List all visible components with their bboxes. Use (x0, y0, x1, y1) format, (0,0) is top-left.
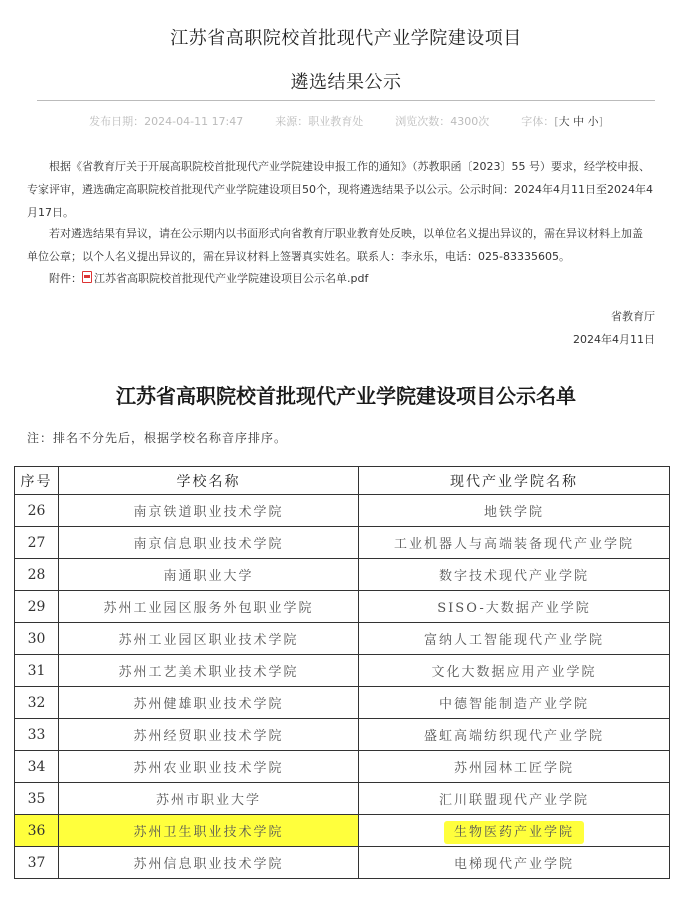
pdf-icon (82, 271, 92, 283)
row-college: 中德智能制造产业学院 (359, 687, 670, 719)
row-school: 苏州工艺美术职业技术学院 (59, 655, 359, 687)
table-header-row (15, 467, 670, 495)
title-divider (37, 100, 655, 101)
document-title: 江苏省高职院校首批现代产业学院建设项目公示名单 (116, 384, 576, 408)
row-college: 富纳人工智能现代产业学院 (359, 623, 670, 655)
row-school: 苏州工业园区服务外包职业学院 (59, 591, 359, 623)
font-size-label: 字体： (521, 115, 555, 128)
row-school: 苏州信息职业技术学院 (59, 847, 359, 879)
row-school: 苏州农业职业技术学院 (59, 751, 359, 783)
column-header-college: 现代产业学院名称 (359, 467, 670, 495)
row-college: 文化大数据应用产业学院 (359, 655, 670, 687)
project-table (14, 466, 670, 879)
row-school: 南通职业大学 (59, 559, 359, 591)
body-paragraph-1: 根据《省教育厅关于开展高职院校首批现代产业学院建设申报工作的通知》（苏教职函〔2023〕55 号）要求，经学校申报、专家评审，遴选确定高职院校首批现代产业学院建设项目50个，现将遴选结果予以公示。公示时间：2024年4月11日至2024年4月17日。 (27, 160, 653, 219)
row-college: 汇川联盟现代产业学院 (359, 783, 670, 815)
row-no: 27 (15, 527, 59, 559)
table-row (15, 783, 670, 815)
signature-org: 省教育厅 (611, 310, 655, 323)
table-row (15, 687, 670, 719)
source: 来源：职业教育处 (275, 115, 364, 128)
font-medium-button[interactable]: 中 (573, 115, 585, 128)
publish-date: 发布日期：2024-04-11 17:47 (89, 115, 244, 128)
table-row (15, 655, 670, 687)
row-no: 34 (15, 751, 59, 783)
attachment-line (49, 267, 675, 290)
page-title: 江苏省高职院校首批现代产业学院建设项目 (170, 28, 522, 49)
article-meta (0, 113, 692, 129)
row-no: 32 (15, 687, 59, 719)
view-count: 浏览次数：4300次 (395, 115, 490, 128)
page-subtitle: 遴选结果公示 (290, 72, 402, 93)
body-paragraph-2: 若对遴选结果有异议，请在公示期内以书面形式向省教育厅职业教育处反映，以单位名义提出异议的，需在异议材料上加盖单位公章；以个人名义提出异议的，需在异议材料上签署真实姓名。联系人：李永乐，电话：025-83335605。 (27, 227, 643, 263)
column-header-no: 序号 (15, 467, 59, 495)
row-no: 28 (15, 559, 59, 591)
attachment-label: 附件： (49, 272, 82, 285)
row-no: 36 (15, 815, 59, 847)
row-no: 33 (15, 719, 59, 751)
row-no: 26 (15, 495, 59, 527)
table-row (15, 559, 670, 591)
table-row (15, 527, 670, 559)
table-row (15, 495, 670, 527)
font-bracket-close: ] (598, 115, 603, 128)
row-school: 南京信息职业技术学院 (59, 527, 359, 559)
attachment-link[interactable]: 江苏省高职院校首批现代产业学院建设项目公示名单.pdf (94, 272, 369, 285)
row-college: 工业机器人与高端装备现代产业学院 (359, 527, 670, 559)
row-school: 苏州市职业大学 (59, 783, 359, 815)
row-no: 35 (15, 783, 59, 815)
row-college (359, 815, 670, 847)
row-no: 30 (15, 623, 59, 655)
row-no: 31 (15, 655, 59, 687)
table-row (15, 623, 670, 655)
row-no: 37 (15, 847, 59, 879)
row-school: 苏州卫生职业技术学院 (59, 815, 359, 847)
row-college: 数字技术现代产业学院 (359, 559, 670, 591)
table-row-highlighted (15, 815, 670, 847)
column-header-school: 学校名称 (59, 467, 359, 495)
font-large-button[interactable]: 大 (558, 115, 570, 128)
row-no: 29 (15, 591, 59, 623)
table-row (15, 847, 670, 879)
row-college: SISO-大数据产业学院 (359, 591, 670, 623)
table-row (15, 751, 670, 783)
row-school: 苏州工业园区职业技术学院 (59, 623, 359, 655)
row-school: 南京铁道职业技术学院 (59, 495, 359, 527)
font-bracket-open: [ (554, 115, 559, 128)
font-small-button[interactable]: 小 (587, 115, 599, 128)
highlight-mark: 生物医药产业学院 (444, 821, 584, 844)
table-row (15, 719, 670, 751)
row-college: 苏州园林工匠学院 (359, 751, 670, 783)
font-size-switcher (521, 113, 603, 129)
signature-date: 2024年4月11日 (573, 333, 655, 346)
row-school: 苏州经贸职业技术学院 (59, 719, 359, 751)
row-college: 电梯现代产业学院 (359, 847, 670, 879)
row-college: 盛虹高端纺织现代产业学院 (359, 719, 670, 751)
sort-note: 注：排名不分先后，根据学校名称音序排序。 (27, 431, 288, 445)
row-school: 苏州健雄职业技术学院 (59, 687, 359, 719)
row-college: 地铁学院 (359, 495, 670, 527)
table-row (15, 591, 670, 623)
